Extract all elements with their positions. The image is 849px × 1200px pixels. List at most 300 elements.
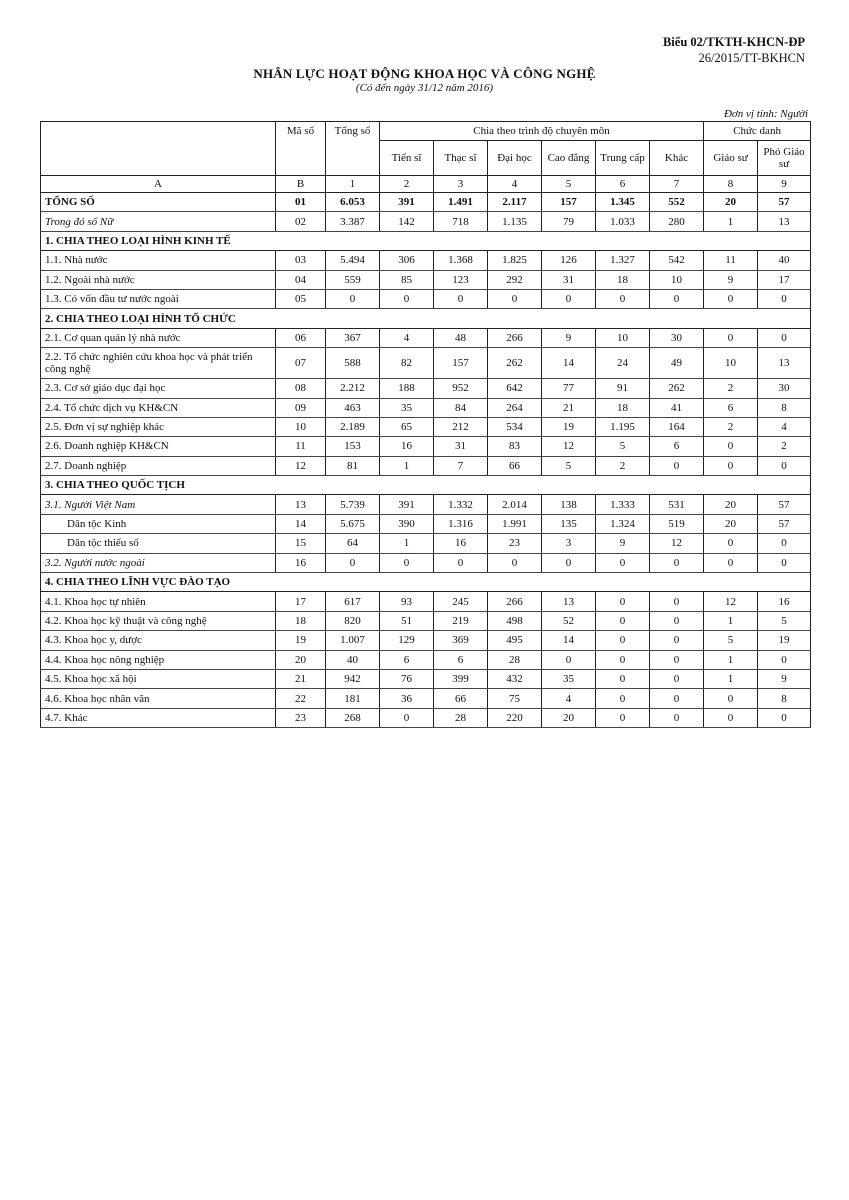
row-value: 369	[434, 631, 488, 650]
row-value: 16	[758, 592, 811, 611]
table-row	[41, 514, 811, 533]
index-cell: 8	[704, 176, 758, 193]
row-value: 280	[650, 212, 704, 231]
row-value: 14	[542, 348, 596, 379]
index-cell: 2	[380, 176, 434, 193]
row-value: 8	[758, 398, 811, 417]
row-code: 05	[276, 289, 326, 308]
row-value: 0	[596, 553, 650, 572]
index-cell: 4	[488, 176, 542, 193]
row-value: 9	[758, 669, 811, 688]
section-row	[41, 309, 811, 328]
row-value: 1	[380, 456, 434, 475]
table-row	[41, 398, 811, 417]
row-code: 20	[276, 650, 326, 669]
row-label: 4.4. Khoa học nông nghiệp	[41, 650, 276, 669]
row-value: 0	[488, 289, 542, 308]
row-value: 135	[542, 514, 596, 533]
row-value: 0	[488, 553, 542, 572]
row-value: 5	[704, 631, 758, 650]
row-label: 3.1. Người Việt Nam	[41, 495, 276, 514]
row-value: 12	[542, 437, 596, 456]
table-row	[41, 328, 811, 347]
header-total: Tổng số	[326, 122, 380, 176]
row-value: 0	[650, 592, 704, 611]
row-label: 1.3. Có vốn đầu tư nước ngoài	[41, 289, 276, 308]
row-value: 20	[704, 514, 758, 533]
header-masters: Thạc sĩ	[434, 141, 488, 176]
header-degree-group: Chia theo trình độ chuyên môn	[380, 122, 704, 141]
row-value: 84	[434, 398, 488, 417]
row-label: 1.1. Nhà nước	[41, 251, 276, 270]
row-value: 20	[542, 708, 596, 727]
row-value: 0	[650, 669, 704, 688]
section-row	[41, 573, 811, 592]
row-code: 22	[276, 689, 326, 708]
row-value: 64	[326, 534, 380, 553]
row-value: 157	[434, 348, 488, 379]
header-code: Mã số	[276, 122, 326, 176]
row-value: 2.189	[326, 417, 380, 436]
row-value: 13	[758, 348, 811, 379]
row-label: Dân tộc Kinh	[41, 514, 276, 533]
row-value: 0	[704, 553, 758, 572]
row-value: 0	[596, 611, 650, 630]
row-value: 20	[704, 495, 758, 514]
row-value: 588	[326, 348, 380, 379]
row-value: 0	[542, 289, 596, 308]
header-phd: Tiến sĩ	[380, 141, 434, 176]
row-value: 0	[704, 689, 758, 708]
row-value: 0	[704, 328, 758, 347]
row-value: 10	[596, 328, 650, 347]
row-value: 0	[434, 553, 488, 572]
row-value: 391	[380, 193, 434, 212]
row-value: 2	[704, 379, 758, 398]
row-code: 01	[276, 193, 326, 212]
row-value: 12	[650, 534, 704, 553]
row-value: 13	[542, 592, 596, 611]
index-cell: 1	[326, 176, 380, 193]
header-vocational: Trung cấp	[596, 141, 650, 176]
table-row	[41, 631, 811, 650]
row-value: 18	[596, 270, 650, 289]
row-label: Dân tộc thiểu số	[41, 534, 276, 553]
row-value: 463	[326, 398, 380, 417]
report-date: (Có đến ngày 31/12 năm 2016)	[355, 82, 494, 94]
table-body	[41, 193, 811, 728]
table-row	[41, 193, 811, 212]
row-value: 0	[650, 689, 704, 708]
row-value: 0	[380, 708, 434, 727]
row-value: 0	[704, 456, 758, 475]
row-value: 0	[596, 669, 650, 688]
header-bachelor: Đại học	[488, 141, 542, 176]
row-value: 9	[596, 534, 650, 553]
row-value: 4	[380, 328, 434, 347]
row-value: 57	[758, 193, 811, 212]
row-value: 66	[434, 689, 488, 708]
row-value: 266	[488, 328, 542, 347]
row-value: 292	[488, 270, 542, 289]
header-blank	[41, 122, 276, 176]
row-label: 2.6. Doanh nghiệp KH&CN	[41, 437, 276, 456]
row-value: 1.368	[434, 251, 488, 270]
row-code: 04	[276, 270, 326, 289]
row-value: 1	[704, 212, 758, 231]
row-label: 4.5. Khoa học xã hội	[41, 669, 276, 688]
row-value: 0	[704, 289, 758, 308]
row-value: 51	[380, 611, 434, 630]
row-value: 0	[758, 708, 811, 727]
header-title-group: Chức danh	[704, 122, 811, 141]
row-value: 5	[596, 437, 650, 456]
row-value: 6	[650, 437, 704, 456]
row-value: 0	[758, 650, 811, 669]
row-value: 498	[488, 611, 542, 630]
header-professor: Giáo sư	[704, 141, 758, 176]
row-value: 91	[596, 379, 650, 398]
row-value: 0	[596, 689, 650, 708]
row-value: 11	[704, 251, 758, 270]
row-value: 81	[326, 456, 380, 475]
row-value: 82	[380, 348, 434, 379]
row-value: 0	[380, 553, 434, 572]
row-value: 83	[488, 437, 542, 456]
row-value: 2.014	[488, 495, 542, 514]
row-code: 12	[276, 456, 326, 475]
row-value: 531	[650, 495, 704, 514]
row-value: 66	[488, 456, 542, 475]
row-value: 35	[542, 669, 596, 688]
row-value: 79	[542, 212, 596, 231]
row-value: 0	[596, 708, 650, 727]
row-value: 1.491	[434, 193, 488, 212]
row-value: 0	[758, 328, 811, 347]
row-value: 262	[488, 348, 542, 379]
index-cell: 3	[434, 176, 488, 193]
row-value: 0	[650, 708, 704, 727]
row-value: 2	[758, 437, 811, 456]
row-value: 48	[434, 328, 488, 347]
row-value: 432	[488, 669, 542, 688]
row-label: 2.5. Đơn vị sự nghiệp khác	[41, 417, 276, 436]
row-value: 399	[434, 669, 488, 688]
row-value: 14	[542, 631, 596, 650]
table-row	[41, 534, 811, 553]
table-row	[41, 348, 811, 379]
index-cell: B	[276, 176, 326, 193]
row-value: 245	[434, 592, 488, 611]
row-value: 0	[758, 553, 811, 572]
row-value: 57	[758, 495, 811, 514]
row-value: 0	[650, 631, 704, 650]
row-value: 559	[326, 270, 380, 289]
row-value: 142	[380, 212, 434, 231]
row-value: 21	[542, 398, 596, 417]
row-value: 0	[596, 592, 650, 611]
row-value: 138	[542, 495, 596, 514]
form-code	[663, 34, 805, 66]
row-code: 15	[276, 534, 326, 553]
row-value: 36	[380, 689, 434, 708]
table-row	[41, 708, 811, 727]
row-value: 126	[542, 251, 596, 270]
index-cell: A	[41, 176, 276, 193]
row-value: 123	[434, 270, 488, 289]
row-value: 5.675	[326, 514, 380, 533]
row-value: 20	[704, 193, 758, 212]
row-value: 264	[488, 398, 542, 417]
row-value: 9	[542, 328, 596, 347]
table-row	[41, 437, 811, 456]
unit-label: Đơn vị tính: Người	[723, 108, 808, 120]
row-label: TỔNG SỐ	[41, 193, 276, 212]
row-code: 08	[276, 379, 326, 398]
table-row	[41, 592, 811, 611]
row-value: 23	[488, 534, 542, 553]
row-value: 0	[434, 289, 488, 308]
row-value: 1	[704, 611, 758, 630]
row-label: 4.6. Khoa học nhân văn	[41, 689, 276, 708]
row-value: 268	[326, 708, 380, 727]
row-value: 0	[596, 631, 650, 650]
row-value: 8	[758, 689, 811, 708]
row-value: 718	[434, 212, 488, 231]
row-value: 1.135	[488, 212, 542, 231]
row-value: 820	[326, 611, 380, 630]
row-value: 40	[758, 251, 811, 270]
row-code: 10	[276, 417, 326, 436]
table-row	[41, 689, 811, 708]
row-label: 2.3. Cơ sở giáo dục đại học	[41, 379, 276, 398]
row-value: 4	[758, 417, 811, 436]
table-row	[41, 669, 811, 688]
row-value: 0	[542, 553, 596, 572]
row-value: 5	[542, 456, 596, 475]
row-value: 17	[758, 270, 811, 289]
section-label: 2. CHIA THEO LOẠI HÌNH TỔ CHỨC	[41, 309, 811, 328]
row-code: 07	[276, 348, 326, 379]
row-value: 1.991	[488, 514, 542, 533]
row-value: 542	[650, 251, 704, 270]
row-label: 2.4. Tổ chức dịch vụ KH&CN	[41, 398, 276, 417]
row-value: 52	[542, 611, 596, 630]
row-value: 6	[704, 398, 758, 417]
row-value: 1.324	[596, 514, 650, 533]
row-label: 2.1. Cơ quan quản lý nhà nước	[41, 328, 276, 347]
header-other: Khác	[650, 141, 704, 176]
row-value: 0	[542, 650, 596, 669]
form-code-line-2: 26/2015/TT-BKHCN	[698, 51, 805, 65]
row-label: Trong đó số Nữ	[41, 212, 276, 231]
table-row	[41, 270, 811, 289]
index-cell: 7	[650, 176, 704, 193]
row-value: 0	[650, 456, 704, 475]
table-row	[41, 611, 811, 630]
row-value: 1.345	[596, 193, 650, 212]
row-value: 0	[650, 553, 704, 572]
row-value: 1	[380, 534, 434, 553]
row-value: 1.333	[596, 495, 650, 514]
header-college: Cao đẳng	[542, 141, 596, 176]
row-value: 181	[326, 689, 380, 708]
row-label: 4.2. Khoa học kỹ thuật và công nghệ	[41, 611, 276, 630]
row-value: 219	[434, 611, 488, 630]
row-code: 14	[276, 514, 326, 533]
row-value: 617	[326, 592, 380, 611]
section-label: 1. CHIA THEO LOẠI HÌNH KINH TẾ	[41, 231, 811, 250]
row-label: 4.7. Khác	[41, 708, 276, 727]
header-associate-professor: Phó Giáo sư	[758, 141, 811, 176]
table-row	[41, 553, 811, 572]
row-value: 2.117	[488, 193, 542, 212]
row-value: 212	[434, 417, 488, 436]
row-value: 0	[596, 289, 650, 308]
row-value: 65	[380, 417, 434, 436]
index-cell: 6	[596, 176, 650, 193]
row-value: 0	[326, 289, 380, 308]
table-row	[41, 251, 811, 270]
row-value: 262	[650, 379, 704, 398]
row-value: 49	[650, 348, 704, 379]
row-value: 24	[596, 348, 650, 379]
row-value: 31	[542, 270, 596, 289]
row-value: 0	[596, 650, 650, 669]
row-value: 41	[650, 398, 704, 417]
table-row	[41, 379, 811, 398]
row-code: 06	[276, 328, 326, 347]
row-code: 18	[276, 611, 326, 630]
row-value: 1.327	[596, 251, 650, 270]
row-code: 19	[276, 631, 326, 650]
row-value: 57	[758, 514, 811, 533]
row-value: 1	[704, 669, 758, 688]
row-value: 77	[542, 379, 596, 398]
row-value: 390	[380, 514, 434, 533]
row-value: 157	[542, 193, 596, 212]
row-value: 220	[488, 708, 542, 727]
row-value: 306	[380, 251, 434, 270]
row-value: 10	[650, 270, 704, 289]
table-row	[41, 289, 811, 308]
row-value: 6	[380, 650, 434, 669]
row-value: 35	[380, 398, 434, 417]
index-cell: 9	[758, 176, 811, 193]
row-value: 18	[596, 398, 650, 417]
row-label: 2.2. Tổ chức nghiên cứu khoa học và phát triển công nghệ	[41, 348, 276, 379]
row-value: 2	[704, 417, 758, 436]
row-value: 0	[326, 553, 380, 572]
row-value: 6	[434, 650, 488, 669]
row-value: 19	[542, 417, 596, 436]
table-row	[41, 495, 811, 514]
row-value: 2.212	[326, 379, 380, 398]
row-value: 188	[380, 379, 434, 398]
table-row	[41, 456, 811, 475]
row-code: 21	[276, 669, 326, 688]
row-value: 5.739	[326, 495, 380, 514]
row-value: 0	[650, 611, 704, 630]
row-value: 13	[758, 212, 811, 231]
row-value: 367	[326, 328, 380, 347]
section-label: 3. CHIA THEO QUỐC TỊCH	[41, 476, 811, 495]
row-value: 952	[434, 379, 488, 398]
section-row	[41, 476, 811, 495]
row-value: 9	[704, 270, 758, 289]
index-cell: 5	[542, 176, 596, 193]
row-code: 16	[276, 553, 326, 572]
row-value: 642	[488, 379, 542, 398]
table-row	[41, 212, 811, 231]
row-value: 28	[434, 708, 488, 727]
row-label: 2.7. Doanh nghiệp	[41, 456, 276, 475]
row-label: 3.2. Người nước ngoài	[41, 553, 276, 572]
row-value: 31	[434, 437, 488, 456]
row-value: 0	[758, 456, 811, 475]
row-code: 03	[276, 251, 326, 270]
row-value: 12	[704, 592, 758, 611]
section-label: 4. CHIA THEO LĨNH VỰC ĐÀO TẠO	[41, 573, 811, 592]
row-value: 0	[758, 289, 811, 308]
row-value: 5	[758, 611, 811, 630]
table-row	[41, 417, 811, 436]
row-value: 942	[326, 669, 380, 688]
row-code: 09	[276, 398, 326, 417]
row-value: 552	[650, 193, 704, 212]
row-value: 1.195	[596, 417, 650, 436]
row-value: 129	[380, 631, 434, 650]
row-value: 2	[596, 456, 650, 475]
index-row	[41, 176, 811, 193]
row-value: 6.053	[326, 193, 380, 212]
row-value: 4	[542, 689, 596, 708]
row-value: 16	[434, 534, 488, 553]
row-value: 30	[758, 379, 811, 398]
row-value: 164	[650, 417, 704, 436]
row-value: 19	[758, 631, 811, 650]
statistics-table	[40, 121, 811, 728]
row-value: 0	[650, 650, 704, 669]
row-code: 23	[276, 708, 326, 727]
row-value: 93	[380, 592, 434, 611]
report-title: NHÂN LỰC HOẠT ĐỘNG KHOA HỌC VÀ CÔNG NGHỆ	[253, 66, 596, 81]
row-value: 7	[434, 456, 488, 475]
row-value: 1.332	[434, 495, 488, 514]
row-value: 0	[380, 289, 434, 308]
row-value: 534	[488, 417, 542, 436]
row-value: 3	[542, 534, 596, 553]
table-row	[41, 650, 811, 669]
row-value: 391	[380, 495, 434, 514]
row-value: 153	[326, 437, 380, 456]
row-value: 1.316	[434, 514, 488, 533]
form-code-line-1: Biểu 02/TKTH-KHCN-ĐP	[662, 35, 805, 49]
row-value: 1	[704, 650, 758, 669]
row-code: 13	[276, 495, 326, 514]
row-value: 30	[650, 328, 704, 347]
row-value: 0	[704, 708, 758, 727]
row-value: 75	[488, 689, 542, 708]
row-value: 519	[650, 514, 704, 533]
row-value: 0	[758, 534, 811, 553]
row-value: 1.007	[326, 631, 380, 650]
table-header	[41, 122, 811, 193]
row-value: 76	[380, 669, 434, 688]
row-value: 0	[704, 534, 758, 553]
row-value: 16	[380, 437, 434, 456]
row-code: 11	[276, 437, 326, 456]
